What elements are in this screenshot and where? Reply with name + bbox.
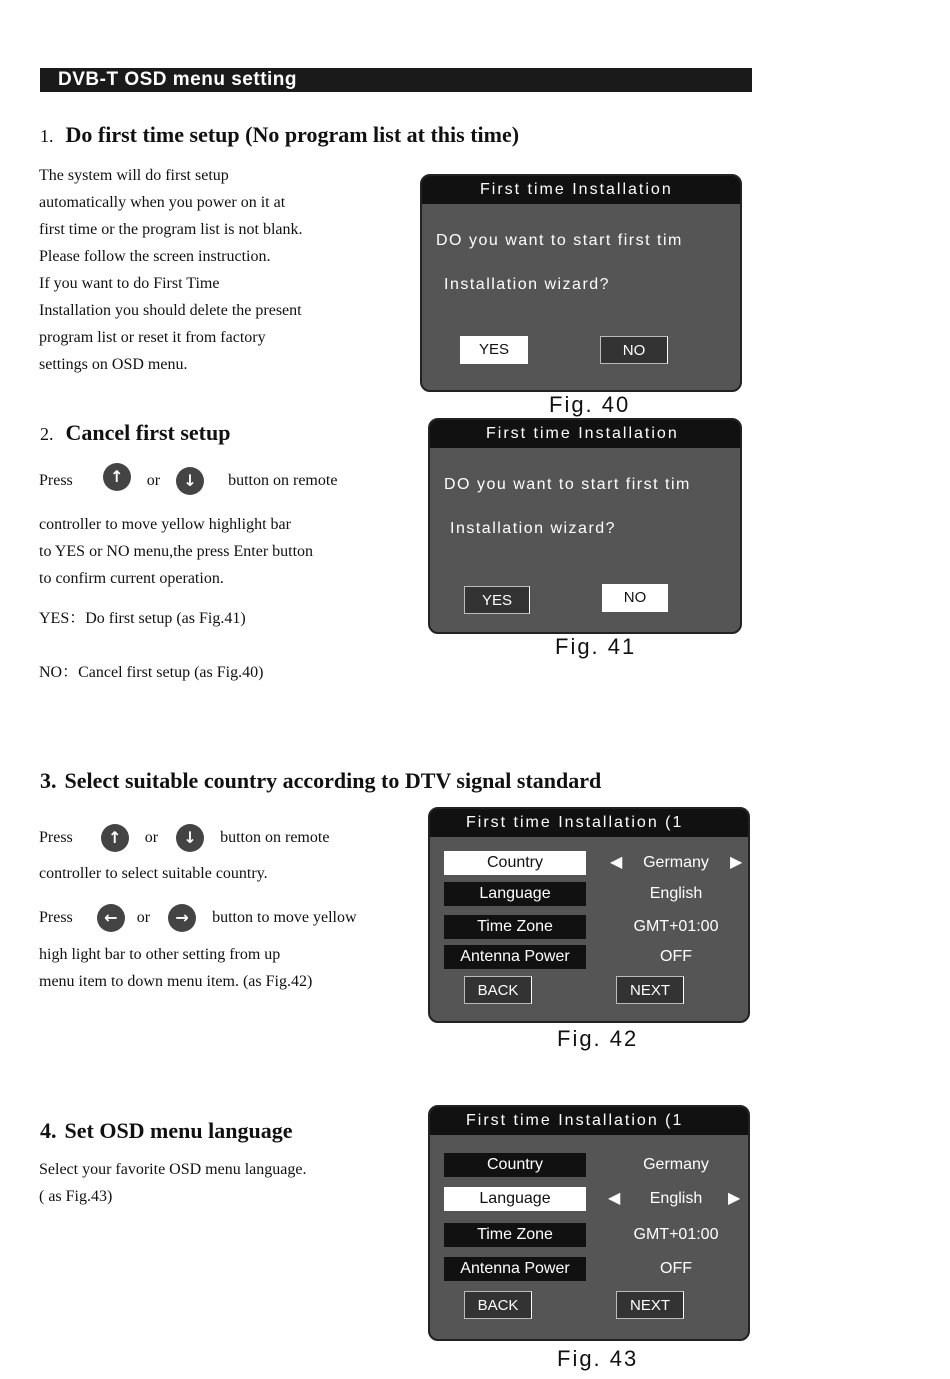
osd-title-bar: First time Installation (422, 176, 740, 204)
arrow-right-icon[interactable]: ▶ (728, 1190, 741, 1207)
figure-caption: Fig. 41 (555, 634, 637, 659)
osd-panel-fig41 (428, 418, 742, 634)
osd-question-line2: Installation wizard? (444, 276, 611, 293)
or-text: or (146, 472, 161, 489)
body-line: first time or the program list is not blank. (39, 221, 303, 238)
back-button[interactable]: BACK (464, 1291, 532, 1319)
body-line: automatically when you power on it at (39, 194, 286, 211)
body-line: high light bar to other setting from up (39, 946, 281, 963)
menu-label-language[interactable]: Language (444, 882, 586, 906)
press-text: Press (39, 909, 73, 926)
section-1-title: Do first time setup (No program list at this time) (65, 122, 520, 147)
figure-caption: Fig. 40 (549, 392, 631, 417)
body-line: controller to select suitable country. (39, 865, 268, 882)
yes-button[interactable]: YES (460, 336, 528, 364)
menu-label-language[interactable]: Language (444, 1187, 586, 1211)
body-line: to YES or NO menu,the press Enter button (39, 543, 314, 560)
section-3-body (39, 941, 312, 995)
osd-panel-fig43 (428, 1105, 750, 1341)
right-arrow-icon: → (168, 904, 196, 932)
body-line: The system will do first setup (39, 167, 229, 184)
no-button[interactable]: NO (600, 336, 668, 364)
section-3-press-line1 (39, 824, 329, 852)
menu-value-antenna-power: OFF (660, 948, 692, 965)
arrow-right-icon[interactable]: ▶ (730, 854, 743, 871)
figure-caption: Fig. 43 (557, 1346, 639, 1371)
menu-label-country[interactable]: Country (444, 851, 586, 875)
menu-label-time-zone[interactable]: Time Zone (444, 1223, 586, 1247)
osd-title-bar: First time Installation (1 (430, 809, 748, 837)
section-3-press-line2 (39, 904, 357, 932)
next-button[interactable]: NEXT (616, 976, 684, 1004)
no-button[interactable]: NO (602, 584, 668, 612)
menu-label-country[interactable]: Country (444, 1153, 586, 1177)
section-1-heading (40, 122, 519, 148)
section-header-bar: DVB-T OSD menu setting (40, 68, 752, 92)
back-button[interactable]: BACK (464, 976, 532, 1004)
or-text: or (136, 909, 151, 926)
body-line: Select your favorite OSD menu language. (39, 1161, 307, 1178)
menu-label-antenna-power[interactable]: Antenna Power (444, 945, 586, 969)
section-4-body (39, 1156, 306, 1210)
body-line: controller to move yellow highlight bar (39, 516, 291, 533)
body-line: settings on OSD menu. (39, 356, 188, 373)
body-line: ( as Fig.43) (39, 1188, 113, 1205)
press-text: Press (39, 829, 73, 846)
press-text: Press (39, 472, 73, 489)
section-1-number: 1. (40, 126, 54, 146)
menu-value-country: Germany (643, 854, 709, 871)
section-4-title: Set OSD menu language (64, 1118, 293, 1143)
menu-value-antenna-power: OFF (660, 1260, 692, 1277)
menu-value-time-zone: GMT+01:00 (633, 918, 719, 935)
osd-question-line1: DO you want to start first tim (436, 232, 683, 249)
osd-title-bar: First time Installation (1 (430, 1107, 748, 1135)
menu-label-time-zone[interactable]: Time Zone (444, 915, 586, 939)
section-2-number: 2. (40, 424, 54, 444)
section-4-number: 4. (40, 1118, 57, 1143)
next-button[interactable]: NEXT (616, 1291, 684, 1319)
body-line: Please follow the screen instruction. (39, 248, 271, 265)
body-line: to confirm current operation. (39, 570, 224, 587)
yes-description: YES：Do first setup (as Fig.41) (39, 610, 246, 627)
yes-button[interactable]: YES (464, 586, 530, 614)
section-3-heading (40, 768, 601, 794)
up-arrow-icon: ↑ (101, 824, 129, 852)
osd-panel-fig40 (420, 174, 742, 392)
button-text: button to move yellow (212, 909, 357, 926)
button-text: button on remote (220, 829, 330, 846)
or-text: or (144, 829, 159, 846)
left-arrow-icon: ← (97, 904, 125, 932)
arrow-left-icon[interactable]: ◀ (608, 1190, 621, 1207)
down-arrow-icon: ↓ (176, 824, 204, 852)
section-4-heading (40, 1118, 292, 1144)
section-1-body (39, 162, 303, 378)
body-line: If you want to do First Time (39, 275, 220, 292)
section-2-body (39, 511, 313, 592)
osd-question-line2: Installation wizard? (450, 520, 617, 537)
menu-value-language: English (649, 1190, 703, 1207)
up-arrow-icon: ↑ (103, 463, 131, 491)
menu-value-language: English (649, 885, 703, 902)
no-description: NO：Cancel first setup (as Fig.40) (39, 664, 264, 681)
osd-panel-fig42 (428, 807, 750, 1023)
osd-title-bar: First time Installation (430, 420, 740, 448)
body-line: menu item to down menu item. (as Fig.42) (39, 973, 313, 990)
section-2-heading (40, 420, 230, 446)
section-2-title: Cancel first setup (65, 420, 231, 445)
figure-caption: Fig. 42 (557, 1026, 639, 1051)
osd-question-line1: DO you want to start first tim (444, 476, 691, 493)
menu-label-antenna-power[interactable]: Antenna Power (444, 1257, 586, 1281)
section-3-number: 3. (40, 768, 57, 793)
arrow-left-icon[interactable]: ◀ (610, 854, 623, 871)
button-text: button on remote (228, 472, 338, 489)
section-3-title: Select suitable country according to DTV signal standard (64, 768, 602, 793)
section-2-press-line (39, 467, 337, 495)
body-line: program list or reset it from factory (39, 329, 266, 346)
menu-value-country: Germany (643, 1156, 709, 1173)
down-arrow-icon: ↓ (176, 467, 204, 495)
body-line: Installation you should delete the present (39, 302, 302, 319)
menu-value-time-zone: GMT+01:00 (633, 1226, 719, 1243)
